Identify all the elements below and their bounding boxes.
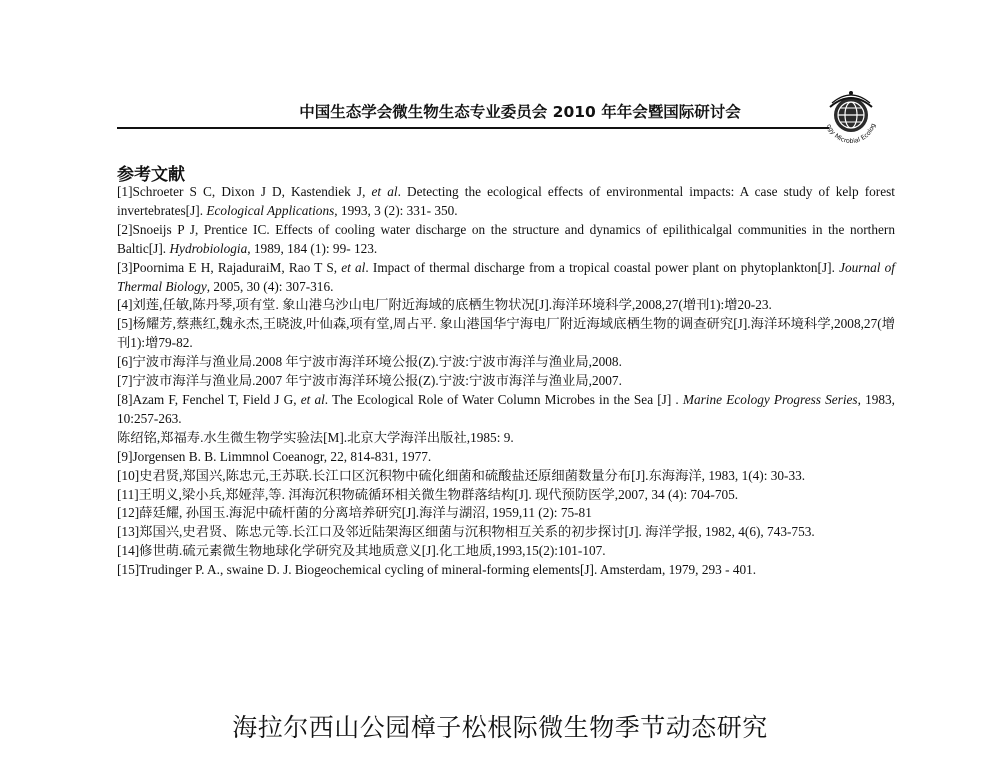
reference-text: , 1989, 184 (1): 99- 123. bbox=[247, 240, 378, 256]
reference-italic-text: Ecological Applications bbox=[206, 202, 335, 218]
reference-text: [11]王明义,梁小兵,郑娅萍,等. 洱海沉积物硫循环相关微生物群落结构[J]. 现代预防医学,2007, 34 (4): 704-705. bbox=[117, 486, 739, 502]
reference-text: . Impact of thermal discharge from a tropical coastal power plant on phytoplankton[J]. bbox=[365, 259, 840, 275]
reference-item bbox=[117, 372, 895, 391]
reference-text: [6]宁波市海洋与渔业局.2008 年宁波市海洋环境公报(Z).宁波:宁波市海洋与渔业局,2008. bbox=[117, 354, 622, 370]
reference-text: [3]Poornima E H, RajaduraiM, Rao T S, bbox=[117, 259, 342, 275]
reference-italic-text: Journal of Thermal Biology bbox=[117, 259, 895, 294]
reference-item bbox=[117, 448, 895, 467]
reference-item bbox=[117, 523, 895, 542]
reference-item bbox=[117, 296, 895, 315]
reference-list bbox=[117, 183, 895, 580]
reference-text: . Detecting the ecological effects of environmental impacts: A case study of kelp forest invertebrates[J]. bbox=[117, 184, 895, 218]
reference-text: [8]Azam F, Fenchel T, Field J G, bbox=[117, 391, 301, 407]
reference-text: 陈绍铭,郑福寿.水生微生物学实验法[M].北京大学海洋出版社,1985: 9. bbox=[117, 429, 514, 445]
reference-italic-text: Hydrobiologia bbox=[169, 240, 248, 256]
reference-item bbox=[117, 259, 895, 297]
microbial-ecology-logo bbox=[818, 85, 884, 151]
reference-text: . The Ecological Role of Water Column Microbes in the Sea [J] . bbox=[324, 391, 683, 407]
reference-text: [4]刘莲,任敏,陈丹琴,项有堂. 象山港乌沙山电厂附近海域的底栖生物状况[J].海洋环境科学,2008,27(增刊1):增20-23. bbox=[117, 297, 772, 313]
references-heading: 参考文献 bbox=[117, 165, 185, 185]
reference-item bbox=[117, 353, 895, 372]
reference-item bbox=[117, 467, 895, 486]
reference-text: [14]修世萌.硫元素微生物地球化学研究及其地质意义[J].化工地质,1993,15(2):101-107. bbox=[117, 543, 606, 559]
reference-text: [2]Snoeijs P J, Prentice IC. Effects of cooling water discharge on the structure and dynamics of epilithicalgal communities in the northern Baltic[J]. bbox=[117, 221, 895, 256]
reference-italic-text: et al bbox=[341, 259, 366, 275]
reference-italic-text: Marine Ecology Progress Series bbox=[682, 391, 858, 407]
reference-item bbox=[117, 542, 895, 561]
reference-item bbox=[117, 391, 895, 429]
reference-text: , 1983, 10:257-263. bbox=[117, 391, 895, 426]
reference-text: [10]史君贤,郑国兴,陈忠元,王苏联.长江口区沉积物中硫化细菌和硫酸盐还原细菌数量分布[J].东海海洋, 1983, 1(4): 30-33. bbox=[117, 467, 806, 483]
header-rule bbox=[117, 127, 829, 129]
reference-item bbox=[117, 221, 895, 259]
globe-emblem-icon bbox=[818, 85, 884, 151]
reference-text: [5]杨耀芳,蔡燕红,魏永杰,王晓波,叶仙森,项有堂,周占平. 象山港国华宁海电厂附近海域底栖生物的调查研究[J].海洋环境科学,2008,27(增刊1):增79-82. bbox=[117, 316, 895, 351]
reference-text: [9]Jorgensen B. B. Limmnol Coeanogr, 22, 814-831, 1977. bbox=[117, 448, 432, 464]
reference-text: [12]薛廷耀, 孙国玉.海泥中硫杆菌的分离培养研究[J].海洋与湖沼, 1959,11 (2): 75-81 bbox=[117, 505, 592, 521]
reference-item bbox=[117, 315, 895, 353]
reference-text: [7]宁波市海洋与渔业局.2007 年宁波市海洋环境公报(Z).宁波:宁波市海洋与渔业局,2007. bbox=[117, 373, 622, 389]
next-article-title: 海拉尔西山公园樟子松根际微生物季节动态研究 bbox=[232, 713, 768, 742]
reference-text: , 1993, 3 (2): 331- 350. bbox=[334, 202, 458, 218]
conference-header-title: 中国生态学会微生物生态专业委员会 2010 年年会暨国际研讨会 bbox=[299, 103, 741, 121]
reference-text: , 2005, 30 (4): 307-316. bbox=[206, 278, 334, 294]
reference-text: [13]郑国兴,史君贤、陈忠元等.长江口及邻近陆架海区细菌与沉积物相互关系的初步探讨[J]. 海洋学报, 1982, 4(6), 743-753. bbox=[117, 524, 815, 540]
reference-item bbox=[117, 183, 895, 221]
reference-text: [1]Schroeter S C, Dixon J D, Kastendiek J, bbox=[117, 184, 372, 199]
reference-item bbox=[117, 504, 895, 523]
reference-text: [15]Trudinger P. A., swaine D. J. Biogeochemical cycling of mineral-forming elements[J]. Amsterdam, 1979, 293 - 401. bbox=[117, 562, 757, 578]
reference-italic-text: et al bbox=[371, 184, 398, 199]
reference-item bbox=[117, 429, 895, 448]
reference-item bbox=[117, 561, 895, 580]
reference-italic-text: et al bbox=[300, 391, 325, 407]
reference-item bbox=[117, 486, 895, 505]
emblem-arc-text: ogy Microbial Ecolog bbox=[825, 122, 878, 146]
